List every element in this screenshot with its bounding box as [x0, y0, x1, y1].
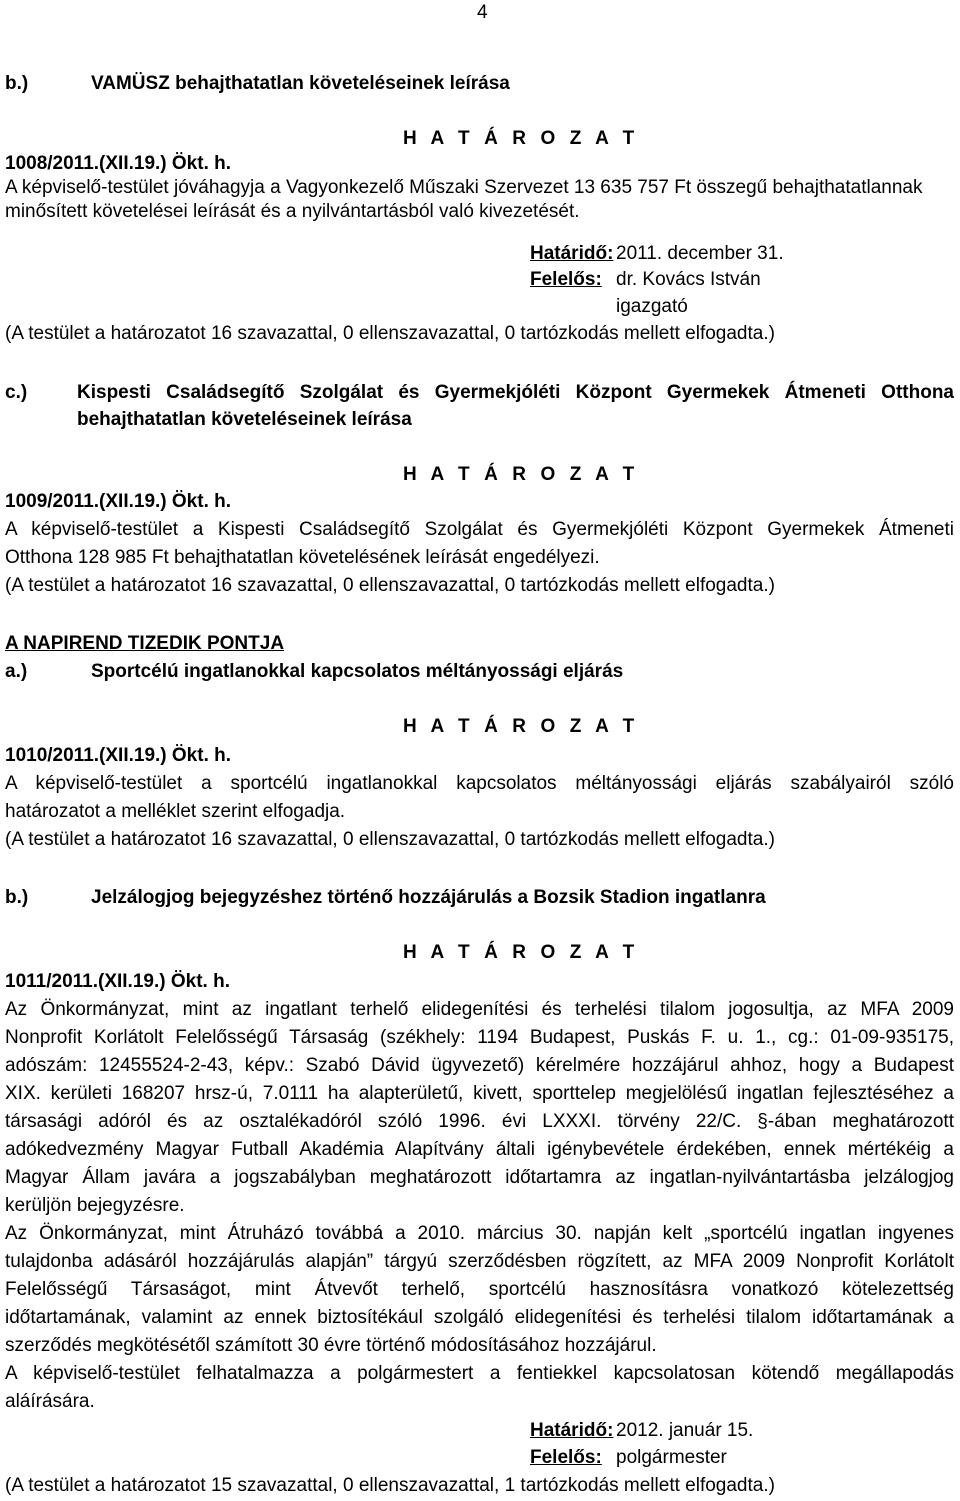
responsible-label: Felelős: — [530, 269, 602, 290]
responsible-value: dr. Kovács István — [616, 269, 761, 290]
resolution-heading: H A T Á R O Z A T — [403, 464, 639, 485]
responsible-line — [530, 1447, 727, 1469]
vote-result: (A testület a határozatot 15 szavazattal, 0 ellenszavazattal, 1 tartózkodás mellett elfogadta.) — [5, 1475, 775, 1496]
resolution-text-line: időtartamának, valamint az ennek biztosítékául szolgáló elidegenítési és terhelési tilalom időtartamának a — [5, 1307, 954, 1328]
section-label: a.) — [5, 661, 28, 682]
resolution-text-line: A képviselő-testület a Kispesti Családsegítő Szolgálat és Gyermekjóléti Központ Gyermekek Átmeneti — [5, 519, 954, 540]
resolution-number: 1008/2011.(XII.19.) Ökt. h. — [5, 153, 232, 174]
vote-result: (A testület a határozatot 16 szavazattal, 0 ellenszavazattal, 0 tartózkodás mellett elfogadta.) — [5, 829, 775, 850]
section-title-line: behajthatatlan követeléseinek leírása — [77, 409, 412, 430]
section-title: VAMÜSZ behajthatatlan követeléseinek leírása — [91, 73, 510, 94]
deadline-value: 2011. december 31. — [616, 243, 784, 264]
resolution-text-line: A képviselő-testület felhatalmazza a polgármestert a fentiekkel kapcsolatosan kötendő megállapodás — [5, 1363, 954, 1384]
agenda-title: A NAPIREND TIZEDIK PONTJA — [5, 633, 285, 654]
resolution-text-line: határozatot a melléklet szerint elfogadja. — [5, 801, 346, 822]
resolution-number: 1010/2011.(XII.19.) Ökt. h. — [5, 745, 232, 766]
section-label: b.) — [5, 73, 29, 94]
resolution-text-line: Otthona 128 985 Ft behajthatatlan követelésének leírását engedélyezi. — [5, 547, 600, 568]
responsible-label: Felelős: — [530, 1447, 602, 1468]
page-number: 4 — [477, 2, 488, 23]
resolution-text-line: szerződés megkötésétől számított 30 évre történő módosításához hozzájárul. — [5, 1335, 657, 1356]
deadline-value: 2012. január 15. — [616, 1420, 754, 1441]
resolution-heading: H A T Á R O Z A T — [403, 128, 639, 149]
vote-result: (A testület a határozatot 16 szavazattal, 0 ellenszavazattal, 0 tartózkodás mellett elfogadta.) — [5, 323, 775, 344]
resolution-number: 1009/2011.(XII.19.) Ökt. h. — [5, 491, 232, 512]
responsible-line — [530, 269, 761, 291]
deadline-label: Határidő: — [530, 1420, 614, 1441]
responsible-value: polgármester — [616, 1447, 727, 1468]
section-title-line: Kispesti Családsegítő Szolgálat és Gyermekjóléti Központ Gyermekek Átmeneti Otthona — [77, 382, 954, 403]
section-title: Sportcélú ingatlanokkal kapcsolatos méltányossági eljárás — [91, 661, 624, 682]
deadline-line — [530, 243, 784, 265]
deadline-line — [530, 1420, 753, 1442]
section-label: c.) — [5, 382, 28, 403]
resolution-text-line: kerüljön bejegyzésre. — [5, 1195, 185, 1216]
section-label: b.) — [5, 887, 29, 908]
resolution-heading: H A T Á R O Z A T — [403, 942, 639, 963]
resolution-text-line: társasági adóról és az osztalékadóról szóló 1996. évi LXXXI. törvény 22/C. §-ában meghatározott — [5, 1111, 954, 1132]
resolution-text-line: adókedvezmény Magyar Futball Akadémia Alapítvány általi igénybevétele érdekében, ennek mértékéig a — [5, 1139, 954, 1160]
resolution-number: 1011/2011.(XII.19.) Ökt. h. — [5, 971, 230, 992]
resolution-text-line: Az Önkormányzat, mint az ingatlant terhelő elidegenítési és terhelési tilalom jogosultja, az MFA 2009 — [5, 999, 954, 1020]
resolution-text-line: A képviselő-testület a sportcélú ingatlanokkal kapcsolatos méltányossági eljárás szabályairól szóló — [5, 773, 954, 794]
resolution-text-line: tulajdonba adásáról hozzájárulás alapján” tárgyú szerződésben rögzített, az MFA 2009 Nonprofit Korlátolt — [5, 1251, 954, 1272]
resolution-text-line: Felelősségű Társaságot, mint Átvevőt terhelő, sportcélú hasznosításra vonatkozó kötelezettség — [5, 1279, 954, 1300]
resolution-text-line: A képviselő-testület jóváhagyja a Vagyonkezelő Műszaki Szervezet 13 635 757 Ft összegű behajthatatlannak — [5, 177, 923, 198]
resolution-text-line: Nonprofit Korlátolt Felelősségű Társaság (székhely: 1194 Budapest, Puskás F. u. 1., cg.: 01-09-935175, — [5, 1027, 954, 1048]
section-title: Jelzálogjog bejegyzéshez történő hozzájárulás a Bozsik Stadion ingatlanra — [91, 887, 766, 908]
resolution-text-line: adószám: 12455524-2-43, képv.: Szabó Dávid ügyvezető) kérelmére hozzájárul ahhoz, hogy a Budapest — [5, 1055, 954, 1076]
resolution-heading: H A T Á R O Z A T — [403, 716, 639, 737]
resolution-text-line: Magyar Állam javára a jogszabályban meghatározott időtartamra az ingatlan-nyilvántartásba jelzálogjog — [5, 1167, 954, 1188]
vote-result: (A testület a határozatot 16 szavazattal, 0 ellenszavazattal, 0 tartózkodás mellett elfogadta.) — [5, 575, 775, 596]
resolution-text-line: aláírására. — [5, 1391, 95, 1412]
resolution-text-line: XIX. kerületi 168207 hrsz-ú, 7.0111 ha alapterületű, kivett, sporttelep megjelölésű ingatlan fejlesztéséhez a — [5, 1083, 954, 1104]
deadline-label: Határidő: — [530, 243, 614, 264]
resolution-text-line: minősített követelései leírását és a nyilvántartásból való kivezetését. — [5, 201, 580, 222]
responsible-role: igazgató — [616, 296, 688, 317]
resolution-text-line: Az Önkormányzat, mint Átruházó továbbá a 2010. március 30. napján kelt „sportcélú ingatlan ingyenes — [5, 1223, 954, 1244]
